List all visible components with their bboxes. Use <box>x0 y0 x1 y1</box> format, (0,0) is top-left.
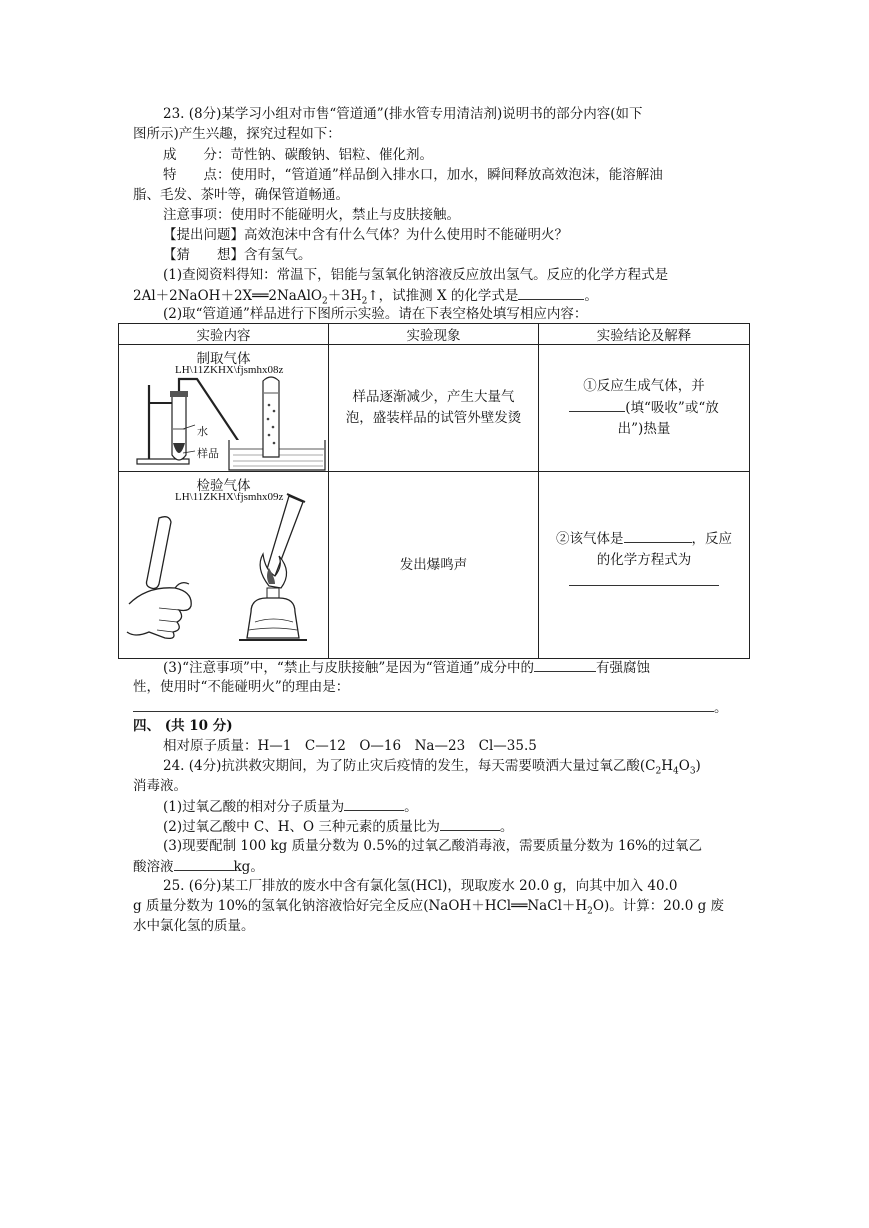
q23-features-line2: 脂、毛发、茶叶等，确保管道畅通。 <box>133 187 349 203</box>
q23-intro-line1: 23. (8分)某学习小组对市售“管道通”(排水管专用清洁剂)说明书的部分内容(如下 <box>163 106 643 122</box>
phenomenon-line2: 泡，盛装样品的试管外壁发烫 <box>345 410 522 426</box>
q23-question: 【提出问题】高效泡沫中含有什么气体？为什么使用时不能碰明火？ <box>163 227 568 243</box>
conclusion-line2-text: (填“吸收”或“放 <box>625 400 719 416</box>
conclusion-text-b: ，反应 <box>691 531 732 547</box>
q24-sub1 <box>163 796 418 817</box>
subscript: 2 <box>655 766 662 777</box>
answer-blank-solution-mass[interactable] <box>174 856 234 871</box>
period: 。 <box>404 799 418 815</box>
phenomenon-text: 发出爆鸣声 <box>399 556 468 573</box>
answer-blank-heat[interactable] <box>569 397 625 412</box>
answer-blank-reason[interactable] <box>133 697 714 712</box>
q25-line1: 25. (6分)某工厂排放的废水中含有氯化氢(HCl)，现取废水 20.0 g，向其中加入 40.0 <box>163 878 678 894</box>
phenomenon-line1: 样品逐渐减少，产生大量气 <box>352 389 515 405</box>
cell-produce-gas-phenomenon <box>329 345 539 472</box>
gas-generation-apparatus-illustration <box>119 345 329 471</box>
q23-guess: 【猜 想】含有氢气。 <box>163 247 312 263</box>
cell-test-gas-phenomenon <box>329 472 539 659</box>
answer-blank-gas-name[interactable] <box>624 528 692 543</box>
q24-h: H <box>661 758 673 774</box>
q24-sub2-text: (2)过氧乙酸中 C、H、O 三种元素的质量比为 <box>163 819 440 835</box>
part3-text-a: (3)“注意事项”中，“禁止与皮肤接触”是因为“管道通”成分中的 <box>163 660 535 676</box>
header-phenomenon: 实验现象 <box>329 324 539 345</box>
answer-blank-molar-mass[interactable] <box>344 796 404 811</box>
equation-text-a: 2Al＋2NaOH＋2X══2NaAlO <box>133 288 322 304</box>
period: 。 <box>584 288 598 304</box>
figure-caption-test-gas: 检验气体 <box>196 478 251 494</box>
relative-atomic-masses: 相对原子质量：H—1 C—12 O—16 Na—23 Cl—35.5 <box>163 738 537 754</box>
answer-blank-mass-ratio[interactable] <box>440 816 500 831</box>
conclusion-line3 <box>539 571 749 592</box>
q24-unit: kg。 <box>233 859 264 875</box>
label-water: 水 <box>197 426 208 438</box>
subscript: 2 <box>587 906 593 917</box>
subscript: 2 <box>322 296 328 307</box>
q23-ingredients: 成 分：苛性钠、碳酸钠、铝粒、催化剂。 <box>163 147 433 163</box>
table-header-row <box>119 324 750 345</box>
gas-test-illustration <box>119 472 329 658</box>
q23-part3-line1 <box>163 657 650 678</box>
figure-watermark: LH\11ZKHX\fjsmhx08z <box>175 364 284 376</box>
experiment-table <box>118 323 750 659</box>
q25-text-a: g 质量分数为 10%的氢氧化钠溶液恰好完全反应(NaOH＋HCl══NaCl＋H <box>133 898 588 914</box>
table-row-produce-gas <box>119 345 750 472</box>
cell-produce-gas-conclusion <box>539 345 750 472</box>
cell-test-gas-conclusion <box>539 472 750 659</box>
q24-sub3-text: 酸溶液 <box>133 859 174 875</box>
table-row-test-gas <box>119 472 750 659</box>
answer-blank-corrosive-substance[interactable] <box>534 657 596 672</box>
conclusion-line2 <box>539 397 749 419</box>
q25-line3: 水中氯化氢的质量。 <box>133 918 255 934</box>
figure-caption-produce-gas: 制取气体 <box>196 351 251 367</box>
subscript: 3 <box>689 766 696 777</box>
conclusion-line3: 出”)热量 <box>617 421 671 437</box>
q23-part3-line2: 性，使用时“不能碰明火”的理由是： <box>133 679 350 695</box>
q24-line1 <box>163 756 701 782</box>
q24-o: O <box>678 758 690 774</box>
q24-text: 24. (4分)抗洪救灾期间，为了防止灾后疫情的发生，每天需要喷洒大量过氧乙酸(C <box>163 758 656 774</box>
q23-intro-line2: 图所示)产生兴趣，探究过程如下： <box>133 126 341 142</box>
part3-text-b: 有强腐蚀 <box>596 660 651 676</box>
q24-sub1-text: (1)过氧乙酸的相对分子质量为 <box>163 799 345 815</box>
q23-notice: 注意事项：使用时不能碰明火，禁止与皮肤接触。 <box>163 207 460 223</box>
header-experiment-content: 实验内容 <box>119 324 329 345</box>
q25-text-b: O)。计算：20.0 g 废 <box>592 898 725 914</box>
q23-part1-line1: (1)查阅资料得知：常温下，铝能与氢氧化钠溶液反应放出氢气。反应的化学方程式是 <box>163 267 669 283</box>
equation-text-c: ↑，试推测 X 的化学式是 <box>367 288 519 304</box>
q23-part2-line: (2)取“管道通”样品进行下图所示实验。请在下表空格处填写相应内容： <box>163 306 588 322</box>
conclusion-text-a: ②该气体是 <box>556 531 624 547</box>
subscript: 2 <box>361 296 368 307</box>
conclusion-line1 <box>539 528 749 550</box>
q24-sub3-line1: (3)现要配制 100 kg 质量分数为 0.5%的过氧乙酸消毒液，需要质量分数为 16%的过氧乙 <box>163 838 702 854</box>
answer-blank-x-formula[interactable] <box>518 285 584 300</box>
label-sample: 样品 <box>197 448 219 460</box>
answer-blank-equation[interactable] <box>569 571 719 586</box>
period: 。 <box>499 819 514 835</box>
q23-part3-line3 <box>133 697 728 718</box>
conclusion-line1: ①反应生成气体，并 <box>583 378 705 394</box>
cell-produce-gas-figure <box>119 345 329 472</box>
q24-sub3-line2 <box>133 856 264 877</box>
conclusion-line2: 的化学方程式为 <box>596 552 692 568</box>
q24-sub2 <box>163 816 513 837</box>
subscript: 4 <box>673 766 679 777</box>
q23-features-line1: 特 点：使用时，“管道通”样品倒入排水口，加水，瞬间释放高效泡沫，能溶解油 <box>163 167 663 183</box>
section-4-title: 四、 (共 10 分) <box>133 718 233 734</box>
cell-test-gas-figure <box>119 472 329 659</box>
header-conclusion: 实验结论及解释 <box>539 324 750 345</box>
q24-line2: 消毒液。 <box>133 778 187 794</box>
q24-paren: ) <box>695 758 701 774</box>
period: 。 <box>714 700 728 716</box>
equation-text-b: ＋3H <box>327 288 362 304</box>
figure-watermark: LH\11ZKHX\fjsmhx09z <box>175 491 284 503</box>
